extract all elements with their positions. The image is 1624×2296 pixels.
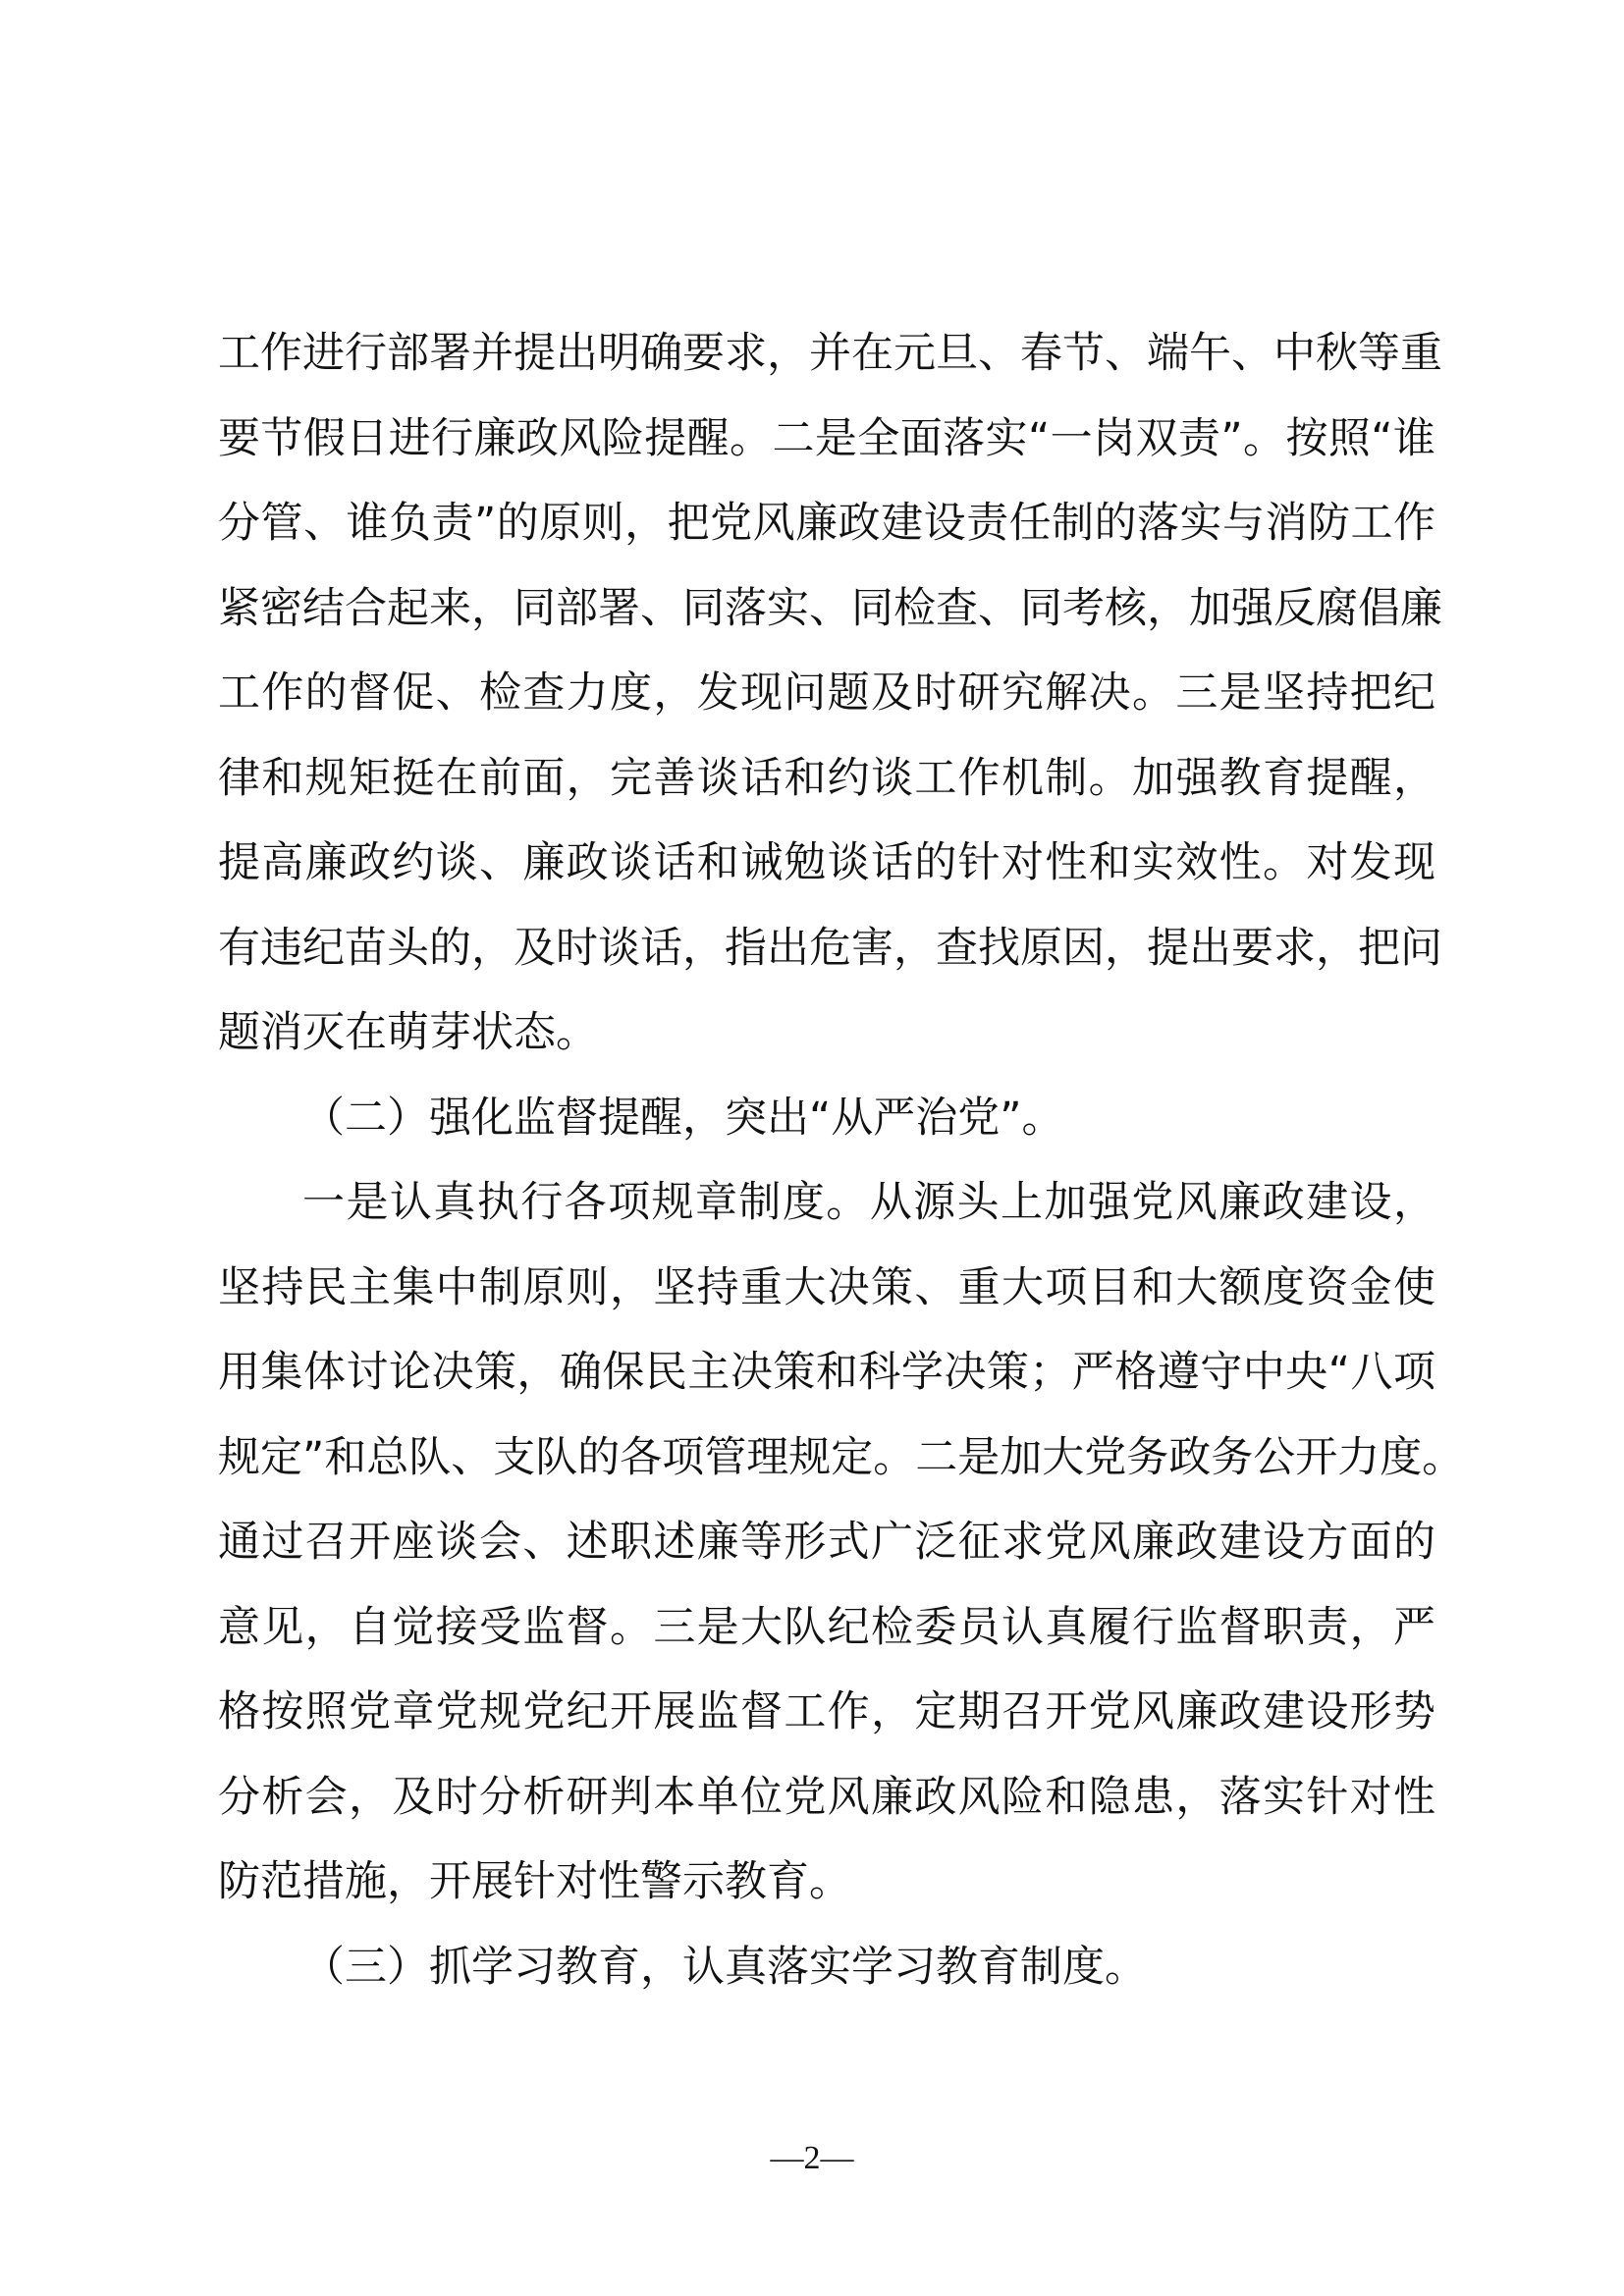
text-line: 有违纪苗头的，及时谈话，指出危害，查找原因，提出要求，把问 bbox=[218, 923, 1442, 973]
section-heading-3: （三）抓学习教育，认真落实学习教育制度。 bbox=[302, 1942, 1147, 1992]
section-heading-2: （二）强化监督提醒，突出“从严治党”。 bbox=[302, 1093, 1064, 1143]
text-line: 通过召开座谈会、述职述廉等形式广泛征求党风廉政建设方面的 bbox=[218, 1518, 1435, 1567]
text-line: 要节假日进行廉政风险提醒。二是全面落实“一岗双责”。按照“谁 bbox=[218, 413, 1435, 463]
text-line: 规定”和总队、支队的各项管理规定。二是加大党务政务公开力度。 bbox=[218, 1432, 1465, 1482]
paragraph-2 bbox=[218, 1160, 1465, 1925]
text-line: 一是认真执行各项规章制度。从源头上加强党风廉政建设， bbox=[302, 1178, 1435, 1227]
text-line: 防范措施，开展针对性警示教育。 bbox=[218, 1857, 851, 1906]
text-line: 用集体讨论决策，确保民主决策和科学决策；严格遵守中央“八项 bbox=[218, 1348, 1435, 1397]
text-line: 工作进行部署并提出明确要求，并在元旦、春节、端午、中秋等重 bbox=[218, 329, 1442, 378]
paragraph-1 bbox=[218, 311, 1442, 1076]
text-line: 格按照党章党规党纪开展监督工作，定期召开党风廉政建设形势 bbox=[218, 1687, 1435, 1736]
text-line: 律和规矩挺在前面，完善谈话和约谈工作机制。加强教育提醒， bbox=[218, 753, 1435, 803]
document-body bbox=[218, 311, 1465, 2009]
text-line: 紧密结合起来，同部署、同落实、同检查、同考核，加强反腐倡廉 bbox=[218, 583, 1442, 633]
text-line: 分析会，及时分析研判本单位党风廉政风险和隐患，落实针对性 bbox=[218, 1772, 1435, 1822]
text-line: 坚持民主集中制原则，坚持重大决策、重大项目和大额度资金使 bbox=[218, 1262, 1435, 1312]
text-line: 提高廉政约谈、廉政谈话和诫勉谈话的针对性和实效性。对发现 bbox=[218, 838, 1435, 887]
text-line: 分管、谁负责”的原则，把党风廉政建设责任制的落实与消防工作 bbox=[218, 499, 1435, 548]
text-line: 意见，自觉接受监督。三是大队纪检委员认真履行监督职责，严 bbox=[218, 1602, 1435, 1652]
page-number: —2— bbox=[770, 2140, 854, 2176]
text-line: 题消灭在萌芽状态。 bbox=[218, 1008, 598, 1057]
text-line: 工作的督促、检查力度，发现问题及时研究解决。三是坚持把纪 bbox=[218, 668, 1435, 718]
